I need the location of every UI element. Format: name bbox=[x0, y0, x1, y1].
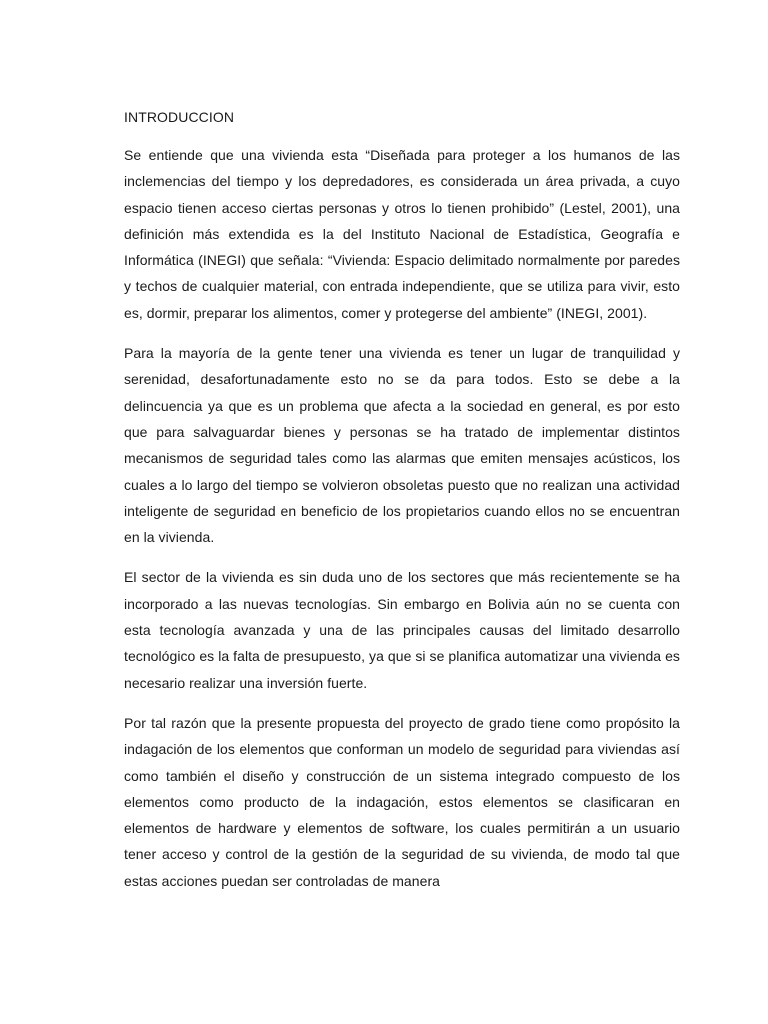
paragraph-2: Para la mayoría de la gente tener una vivienda es tener un lugar de tranquilidad y serenidad, desafortunadamente esto no se da para todos. Esto se debe a la delincuencia ya que es un problema que afecta a la sociedad en general, es por esto que para salvaguardar bienes y personas se ha tratado de implementar distintos mecanismos de seguridad tales como las alarmas que emiten mensajes acústicos, los cuales a lo largo del tiempo se volvieron obsoletas puesto que no realizan una actividad inteligente de seguridad en beneficio de los propietarios cuando ellos no se encuentran en la vivienda. bbox=[124, 345, 680, 546]
section-heading: INTRODUCCION bbox=[124, 109, 235, 125]
paragraph-4: Por tal razón que la presente propuesta del proyecto de grado tiene como propósito la indagación de los elementos que conforman un modelo de seguridad para viviendas así como también el diseño y construcción de un sistema integrado compuesto de los elementos como producto de la indagación, estos elementos se clasificaran en elementos de hardware y elementos de software, los cuales permitirán a un usuario tener acceso y control de la gestión de la seguridad de su vivienda, de modo tal que estas acciones puedan ser controladas de manera bbox=[124, 714, 680, 889]
document-body bbox=[124, 107, 680, 908]
paragraph-1: Se entiende que una vivienda esta “Diseñada para proteger a los humanos de las inclemencias del tiempo y los depredadores, es considerada un área privada, a cuyo espacio tienen acceso ciertas personas y otros lo tienen prohibido” (Lestel, 2001), una definición más extendida es la del Instituto Nacional de Estadística, Geografía e Informática (INEGI) que señala: “Vivienda: Espacio delimitado normalmente por paredes y techos de cualquier material, con entrada independiente, que se utiliza para vivir, esto es, dormir, preparar los alimentos, comer y protegerse del ambiente” (INEGI, 2001). bbox=[124, 147, 680, 321]
paragraph-3: El sector de la vivienda es sin duda uno de los sectores que más recientemente se ha incorporado a las nuevas tecnologías. Sin embargo en Bolivia aún no se cuenta con esta tecnología avanzada y una de las principales causas del limitado desarrollo tecnológico es la falta de presupuesto, ya que si se planifica automatizar una vivienda es necesario realizar una inversión fuerte. bbox=[124, 569, 680, 691]
